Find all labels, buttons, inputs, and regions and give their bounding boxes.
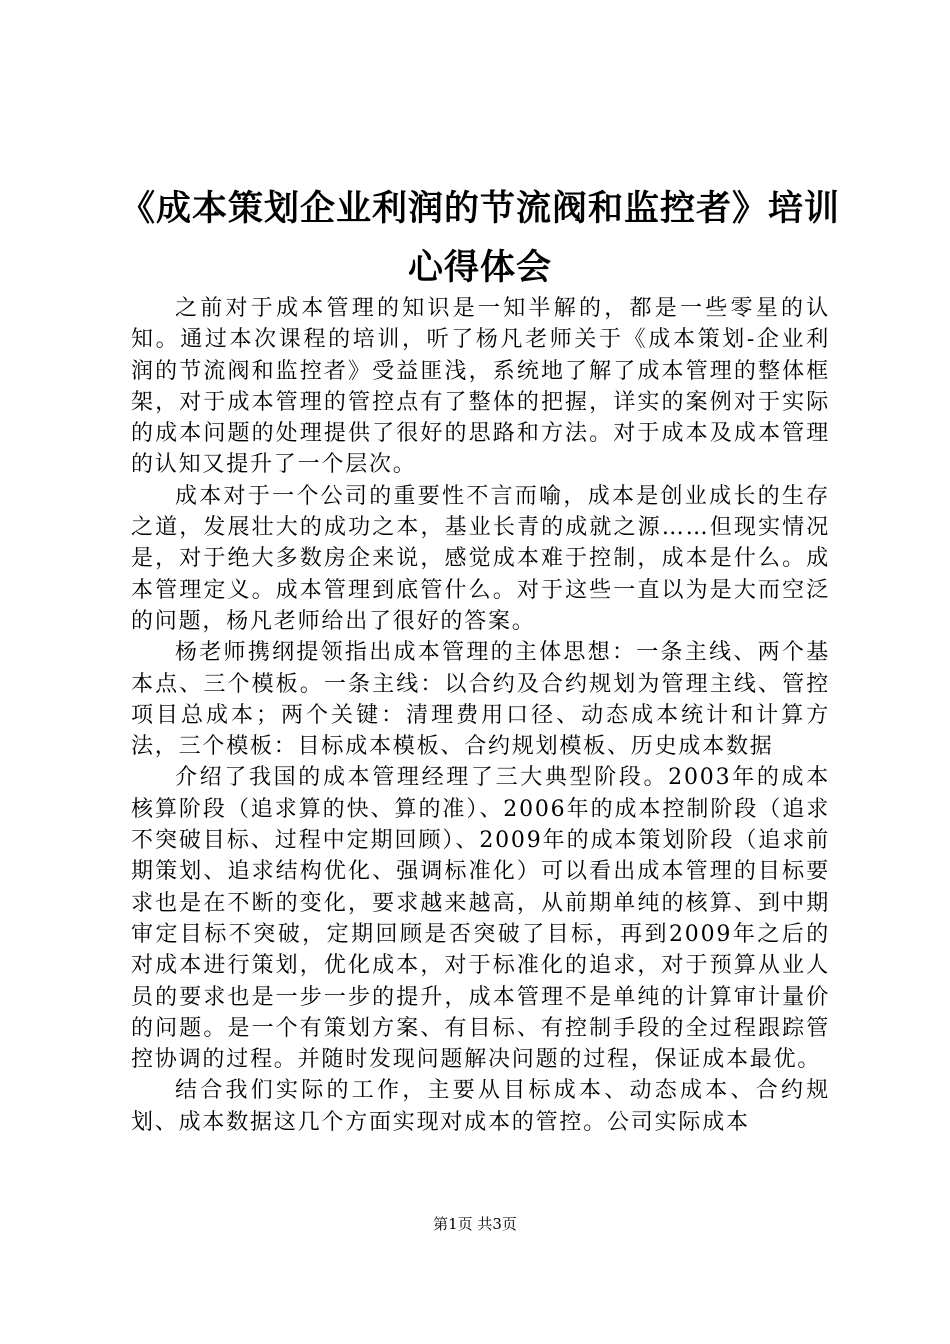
paragraph: 杨老师携纲提领指出成本管理的主体思想：一条主线、两个基本点、三个模板。一条主线：以合约及合约规划为管理主线、管控项目总成本；两个关键：清理费用口径、动态成本统计和计算方法，三个模板：目标成本模板、合约规划模板、历史成本数据 — [131, 640, 830, 760]
paragraph: 之前对于成本管理的知识是一知半解的，都是一些零星的认知。通过本次课程的培训，听了杨凡老师关于《成本策划-企业利润的节流阀和监控者》受益匪浅，系统地了解了成本管理的整体框架，对于成本管理的管控点有了整体的把握，详实的案例对于实际的成本问题的处理提供了很好的思路和方法。对于成本及成本管理的认知又提升了一个层次。 — [131, 296, 830, 478]
document-body — [131, 293, 830, 1138]
document-title-line-1: 《成本策划企业利润的节流阀和监控者》培训 — [120, 189, 841, 229]
page-footer: 第1页 共3页 — [433, 1215, 517, 1233]
paragraph: 成本对于一个公司的重要性不言而喻，成本是创业成长的生存之道，发展壮大的成功之本，基业长青的成就之源……但现实情况是，对于绝大多数房企来说，感觉成本难于控制，成本是什么。成本管理定义。成本管理到底管什么。对于这些一直以为是大而空泛的问题，杨凡老师给出了很好的答案。 — [131, 483, 830, 634]
document-title-line-2: 心得体会 — [407, 248, 552, 288]
paragraph: 介绍了我国的成本管理经理了三大典型阶段。2003年的成本核算阶段（追求算的快、算的准）、2006年的成本控制阶段（追求不突破目标、过程中定期回顾）、2009年的成本策划阶段（追求前期策划、追求结构优化、强调标准化）可以看出成本管理的目标要求也是在不断的变化，要求越来越高，从前期单纯的核算、到中期审定目标不突破，定期回顾是否突破了目标，再到2009年之后的对成本进行策划，优化成本，对于标准化的追求，对于预算从业人员的要求也是一步一步的提升，成本管理不是单纯的计算审计量价的问题。是一个有策划方案、有目标、有控制手段的全过程跟踪管控协调的过程。并随时发现问题解决问题的过程，保证成本最优。 — [131, 765, 830, 1073]
paragraph: 结合我们实际的工作，主要从目标成本、动态成本、合约规划、成本数据这几个方面实现对成本的管控。公司实际成本 — [131, 1078, 830, 1135]
